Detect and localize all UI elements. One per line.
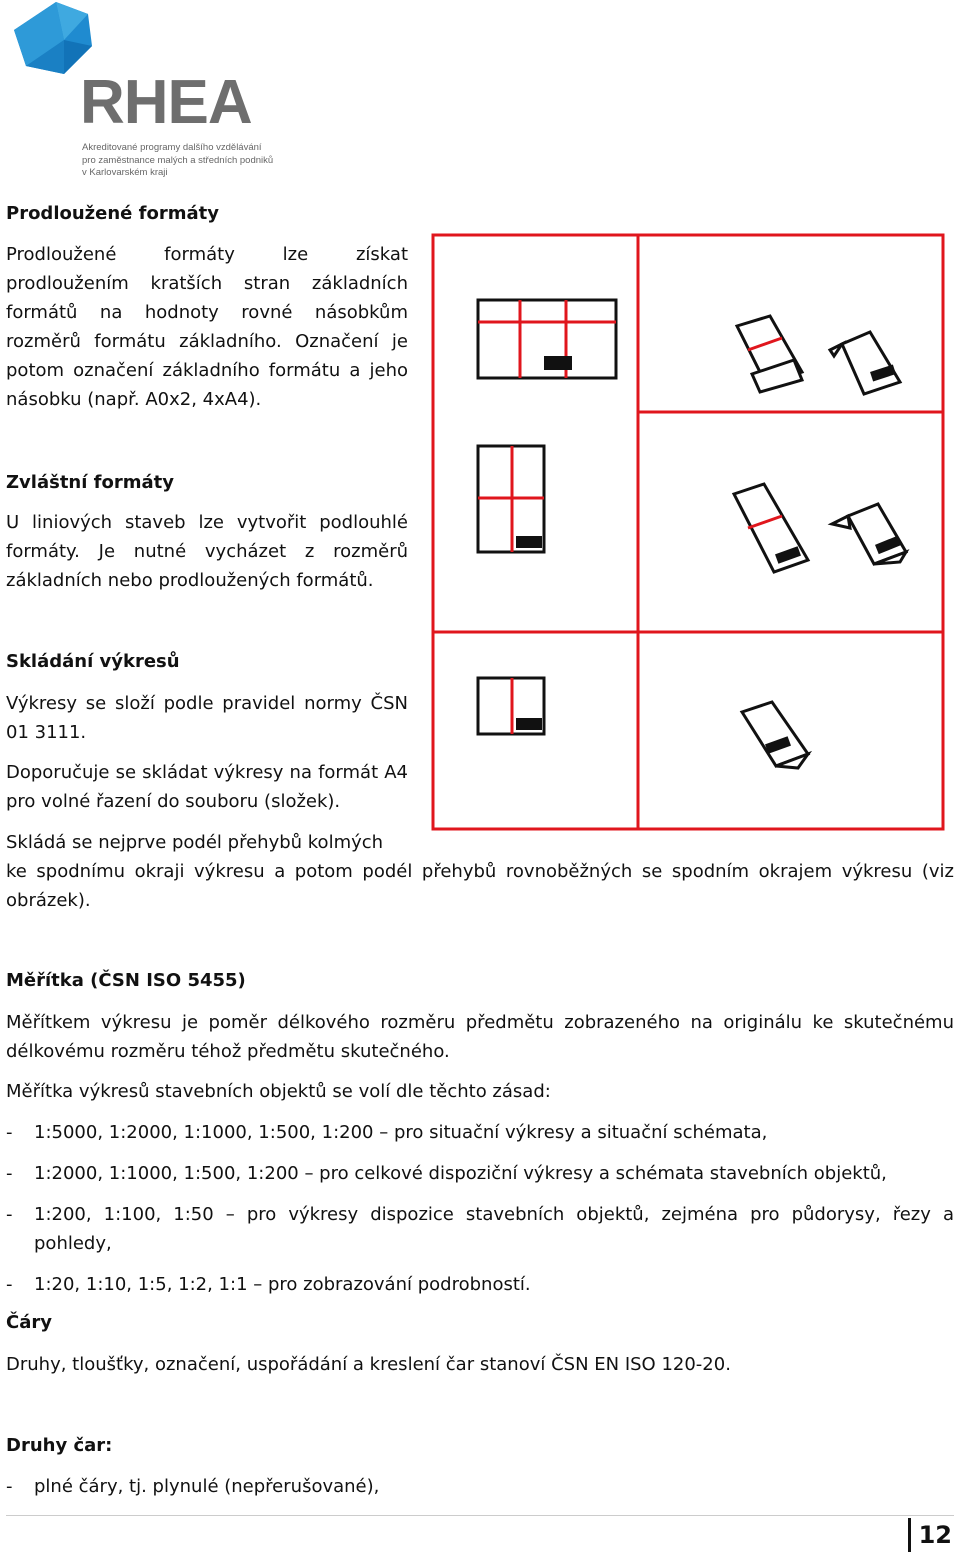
sheet-row3-flat — [478, 678, 544, 734]
paragraph-meritka-definice: Měřítkem výkresu je poměr délkového rozměru předmětu zobrazeného na originálu ke skutečnému délkovému rozměru téhož předmětu skutečného. — [6, 1012, 954, 1062]
heading-druhy-car: Druhy čar: — [6, 1435, 113, 1456]
rhea-logo — [4, 0, 274, 180]
paragraph-skladani-postup-line1: Skládá se nejprve podél přehybů kolmých — [6, 832, 384, 853]
sheet-row1-folded — [737, 316, 900, 394]
folding-diagram — [430, 232, 946, 832]
paragraph-zvlastni-formaty: U liniových staveb lze vytvořit podlouhlé formáty. Je nutné vycházet z rozměrů základních nebo prodloužených formátů. — [6, 512, 408, 591]
logo-wordmark: RHEA — [80, 68, 252, 137]
sheet-row2-folded — [734, 484, 906, 572]
folding-figure — [430, 232, 946, 832]
paragraph-cary: Druhy, tloušťky, označení, uspořádání a kreslení čar stanoví ČSN EN ISO 120-20. — [6, 1354, 731, 1375]
footer-divider — [6, 1515, 954, 1516]
heading-prodlouzene-formaty: Prodloužené formáty — [6, 203, 219, 224]
sheet-row1-flat — [478, 300, 616, 378]
logo-subtitle: Akreditované programy dalšího vzdělávání pro zaměstnance malých a středních podniků v Karlovarském kraji — [82, 142, 274, 178]
paragraph-meritka-zasady: Měřítka výkresů stavebních objektů se volí dle těchto zásad: — [6, 1081, 551, 1102]
sheet-row2-flat — [478, 446, 544, 552]
paragraph-skladani-norma: Výkresy se složí podle pravidel normy ČSN 01 3111. — [6, 693, 408, 743]
paragraph-skladani-doporuceni: Doporučuje se skládat výkresy na formát A4 pro volné řazení do souboru (složek). — [6, 762, 408, 812]
paragraph-skladani-postup: ke spodnímu okraji výkresu a potom podél přehybů rovnoběžných se spodním okrajem výkresu (viz obrázek). — [6, 861, 954, 911]
heading-meritka: Měřítka (ČSN ISO 5455) — [6, 970, 246, 991]
heading-skladani-vykresu: Skládání výkresů — [6, 651, 180, 672]
page-number: 12 — [908, 1518, 952, 1552]
paragraph-prodlouzene-formaty: Prodloužené formáty lze získat prodloužením kratších stran základních formátů na hodnoty rovné násobkům rozměrů formátu základního. Označení je potom označení základního formátu a jeho násobku (např. A0x2, 4xA4). — [6, 244, 408, 410]
heading-cary: Čáry — [6, 1312, 52, 1333]
heading-zvlastni-formaty: Zvláštní formáty — [6, 472, 174, 493]
sheet-row3-folded — [742, 702, 808, 768]
